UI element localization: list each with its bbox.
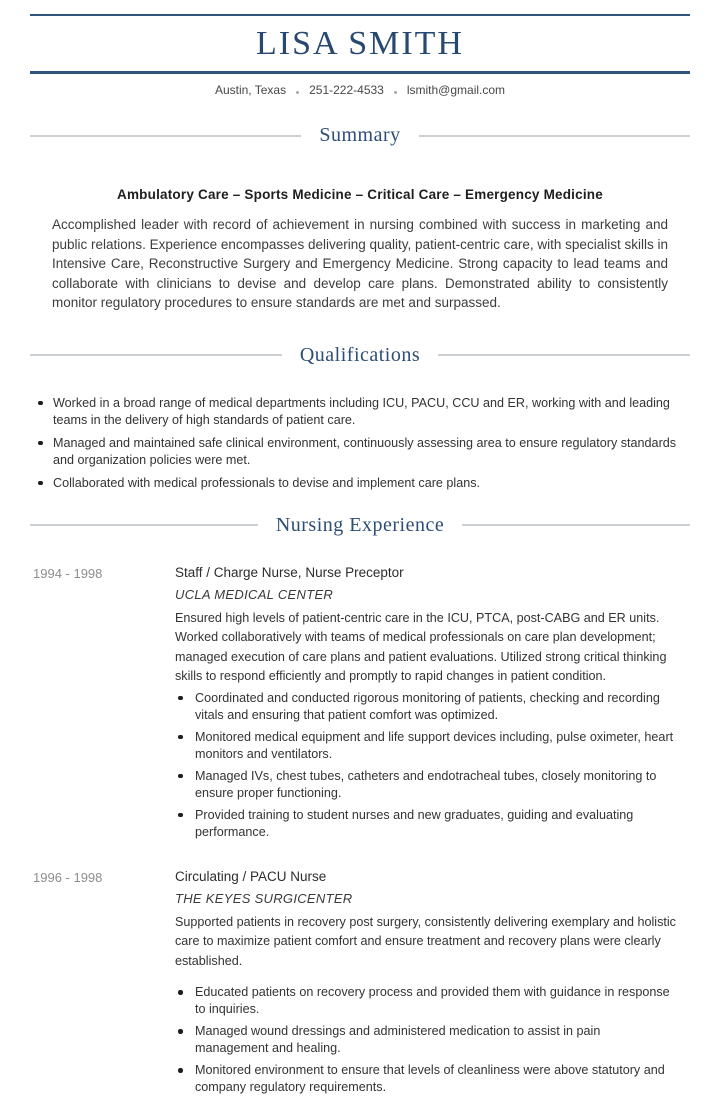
dot-separator-icon: [394, 91, 397, 94]
job-dates: 1994 - 1998: [33, 565, 175, 846]
resume-page: [0, 14, 720, 974]
summary-paragraph: Accomplished leader with record of achievement in nursing combined with success in marketing and public relations. Experience encompasses delivering quality, patient-centric care, with specialist skills in Intensive Care, Reconstructive Surgery and Emergency Medicine. Strong capacity to lead teams and collaborate with clinicians to devise and develop care plans. Demonstrated ability to consistently monitor regulatory procedures to ensure standards are met and surpassed.: [52, 215, 668, 313]
section-title: Summary: [319, 124, 400, 147]
list-item: Managed wound dressings and administered medication to assist in pain management and healing.: [175, 1023, 690, 1057]
job-company: UCLA MEDICAL CENTER: [175, 587, 690, 602]
job-description: Ensured high levels of patient-centric care in the ICU, PTCA, post-CABG and ER units. Worked collaboratively with teams of medical professionals on care plan development; managed execution of care plans and patient evaluations. Utilized strong critical thinking skills to respond efficiently and promptly to rapid changes in patient condition.: [175, 609, 690, 687]
section-title: Nursing Experience: [276, 514, 444, 537]
job-description: Supported patients in recovery post surgery, consistently delivering exemplary and holistic care to maximize patient comfort and ensure treatment and recovery plans were clearly established.: [175, 913, 690, 972]
heading-rule-left: [30, 135, 301, 137]
header-divider: [30, 71, 690, 74]
heading-rule-right: [438, 354, 690, 356]
job-title: Staff / Charge Nurse, Nurse Preceptor: [175, 565, 690, 580]
section-heading-qualifications: [30, 344, 690, 367]
contact-email: lsmith@gmail.com: [407, 83, 505, 97]
list-item: Educated patients on recovery process and provided them with guidance in response to inquiries.: [175, 984, 690, 1018]
job-title: Circulating / PACU Nurse: [175, 869, 690, 884]
dot-separator-icon: [296, 91, 299, 94]
specialty-keywords: Ambulatory Care – Sports Medicine – Critical Care – Emergency Medicine: [0, 187, 720, 202]
job-bullet-list: [175, 690, 690, 841]
list-item: Monitored medical equipment and life support devices including, pulse oximeter, heart monitors and ventilators.: [175, 729, 690, 763]
list-item: Managed and maintained safe clinical environment, continuously assessing area to ensure regulatory standards and organization policies were met.: [30, 435, 685, 469]
experience-entry: [33, 565, 690, 846]
experience-entry: [33, 869, 690, 1101]
section-title: Qualifications: [300, 344, 420, 367]
heading-rule-right: [462, 524, 690, 526]
job-bullet-list: [175, 984, 690, 1096]
job-content: [175, 869, 690, 1101]
job-content: [175, 565, 690, 846]
section-heading-summary: [30, 124, 690, 147]
job-company: THE KEYES SURGICENTER: [175, 891, 690, 906]
heading-rule-right: [419, 135, 690, 137]
page-title: LISA SMITH: [0, 25, 720, 63]
list-item: Collaborated with medical professionals to devise and implement care plans.: [30, 475, 685, 492]
list-item: Monitored environment to ensure that levels of cleanliness were above statutory and company regulatory requirements.: [175, 1062, 690, 1096]
contact-location: Austin, Texas: [215, 83, 286, 97]
section-heading-experience: [30, 514, 690, 537]
list-item: Managed IVs, chest tubes, catheters and endotracheal tubes, closely monitoring to ensure proper functioning.: [175, 768, 690, 802]
qualifications-list: [30, 395, 685, 492]
heading-rule-left: [30, 354, 282, 356]
contact-line: [0, 83, 720, 97]
list-item: Provided training to student nurses and new graduates, guiding and evaluating performance.: [175, 807, 690, 841]
list-item: Coordinated and conducted rigorous monitoring of patients, checking and recording vitals and ensuring that patient comfort was optimized.: [175, 690, 690, 724]
top-divider: [30, 14, 690, 16]
list-item: Worked in a broad range of medical departments including ICU, PACU, CCU and ER, working with and leading teams in the delivery of high standards of patient care.: [30, 395, 685, 429]
job-dates: 1996 - 1998: [33, 869, 175, 1101]
contact-phone: 251-222-4533: [309, 83, 384, 97]
heading-rule-left: [30, 524, 258, 526]
